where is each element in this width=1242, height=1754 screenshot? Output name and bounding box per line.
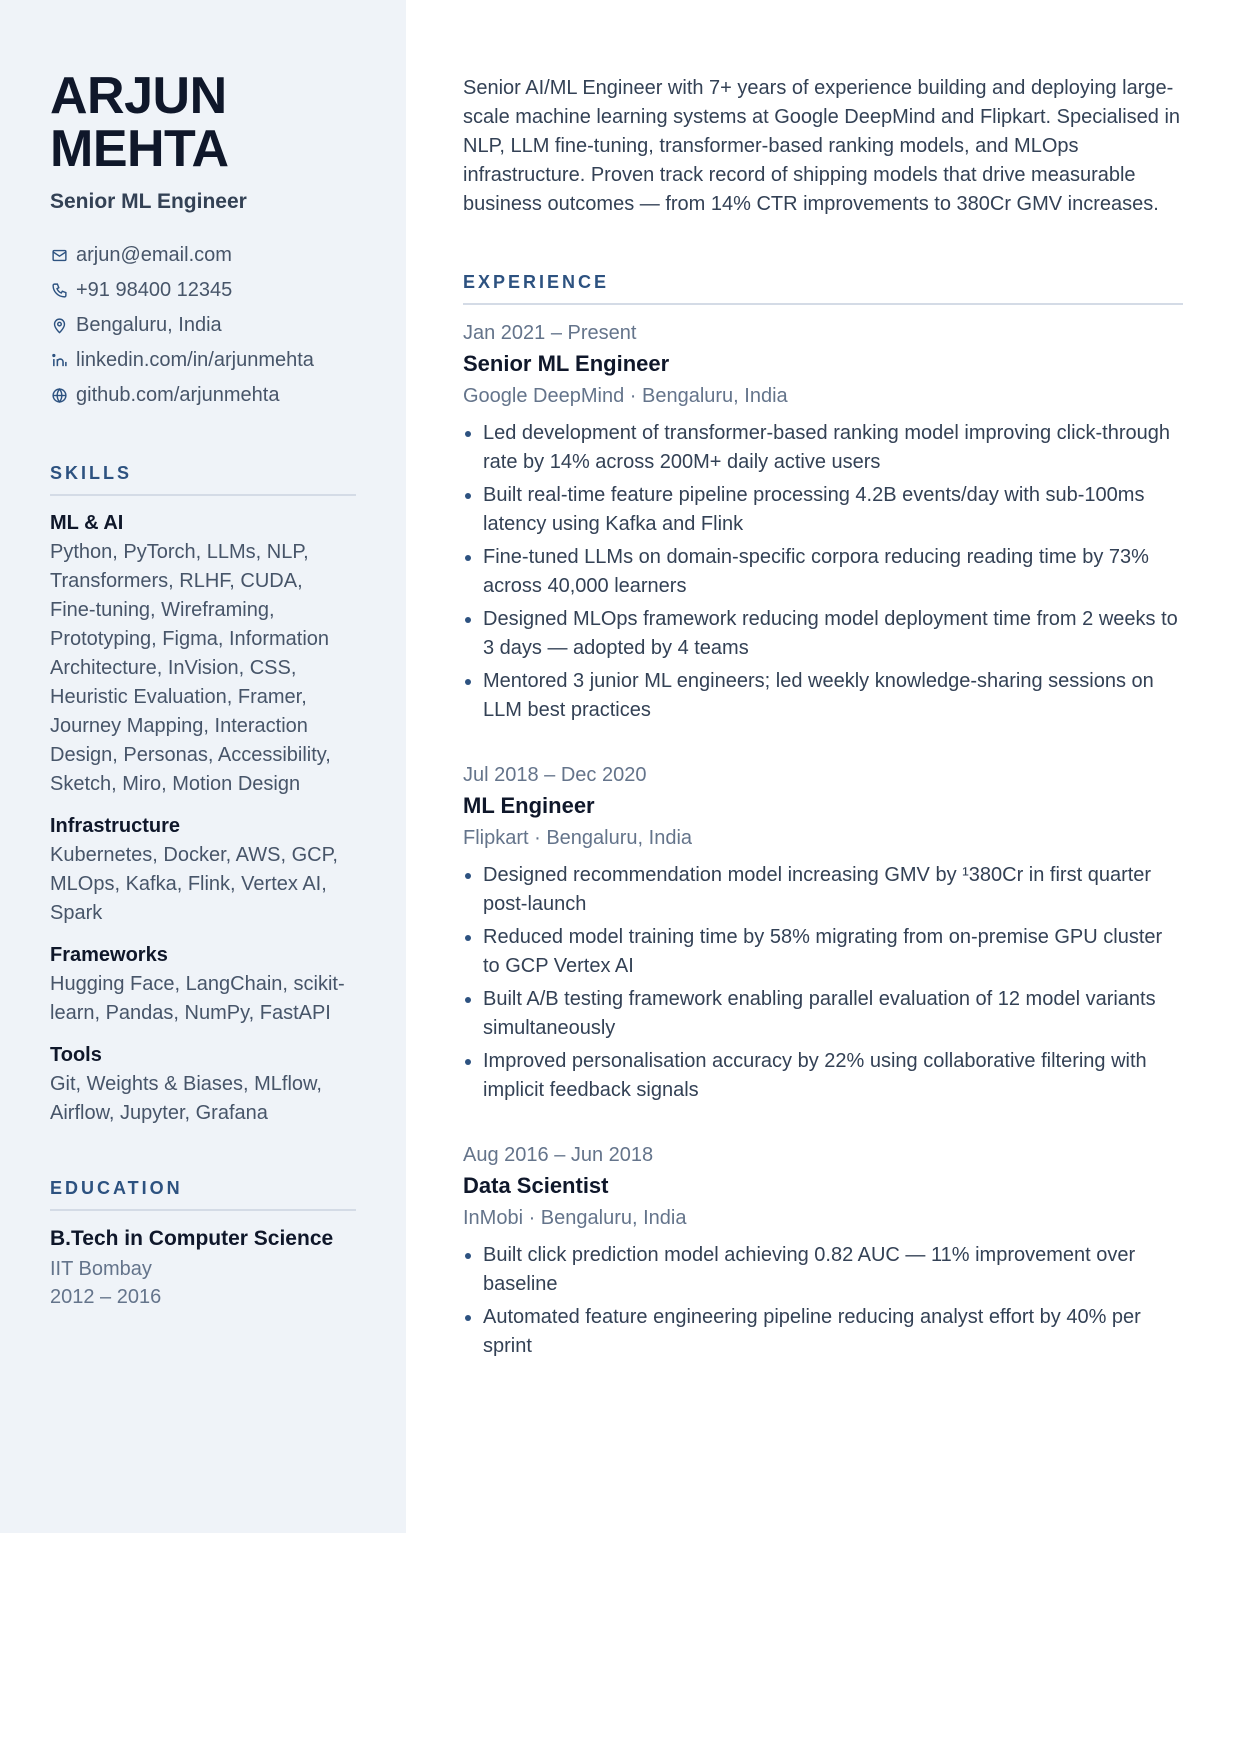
contact-phone-text: +91 98400 12345 [76,279,233,301]
bullet-text: Built A/B testing framework enabling parallel evaluation of 12 model variants simultaneously [483,988,1156,1039]
job-bullet [463,1241,1183,1299]
bullet-text: Fine-tuned LLMs on domain-specific corpora reducing reading time by 73% across 40,000 learners [483,546,1149,597]
job-title: Data Scientist [463,1173,609,1198]
bullet-dot-icon [465,1059,471,1065]
job-company: InMobi · Bengaluru, India [463,1207,687,1229]
job-bullet [463,1047,1183,1105]
bullet-dot-icon [465,617,471,623]
skill-group-list: Git, Weights & Biases, MLflow, Airflow, Jupyter, Grafana [50,1073,322,1124]
bullet-text: Built click prediction model achieving 0.82 AUC — 11% improvement over baseline [483,1244,1136,1295]
job-entry [463,1141,1183,1361]
location-pin-icon [50,317,68,335]
bullet-dot-icon [465,935,471,941]
job-company: Flipkart · Bengaluru, India [463,827,693,849]
job-bullet [463,543,1183,601]
bullet-text: Designed MLOps framework reducing model deployment time from 2 weeks to 3 days — adopted by 4 teams [483,608,1178,659]
job-bullet [463,1303,1183,1361]
contact-location-text: Bengaluru, India [76,314,222,336]
job-bullets [463,1241,1183,1361]
bullet-text: Built real-time feature pipeline processing 4.2B events/day with sub-100ms latency using Kafka and Flink [483,484,1145,535]
bullet-dot-icon [465,997,471,1003]
name-line-2: MEHTA [50,120,229,178]
skill-group-title: Tools [50,1044,102,1066]
education-degree: B.Tech in Computer Science [50,1227,334,1250]
job-bullets [463,861,1183,1105]
job-bullets [463,419,1183,725]
sidebar [0,0,406,1533]
education-years: 2012 – 2016 [50,1286,162,1308]
bullet-dot-icon [465,1253,471,1259]
contact-linkedin-text: linkedin.com/in/arjunmehta [76,349,314,371]
skill-group-title: ML & AI [50,512,124,534]
contact-phone[interactable] [50,273,356,308]
linkedin-icon [50,352,68,370]
skill-group-title: Frameworks [50,944,168,966]
bullet-dot-icon [465,493,471,499]
bullet-text: Improved personalisation accuracy by 22% using collaborative filtering with implicit feedback signals [483,1050,1147,1101]
globe-icon [50,387,68,405]
mail-icon [50,247,68,265]
contact-email[interactable] [50,238,356,273]
contact-email-text: arjun@email.com [76,244,232,266]
skill-group-list: Python, PyTorch, LLMs, NLP, Transformers, RLHF, CUDA, Fine-tuning, Wireframing, Prototyping, Figma, Information Architecture, InVision, CSS, Heuristic Evaluation, Framer, Journey Mapping, Interaction Design, Personas, Accessibility, Sketch, Miro, Motion Design [50,541,331,795]
skill-group-infrastructure [50,813,356,928]
skill-group-ml-ai [50,510,356,799]
contact-linkedin[interactable] [50,343,356,378]
job-entry [463,319,1183,725]
bullet-dot-icon [465,679,471,685]
job-title: Senior ML Engineer [463,351,670,376]
job-bullet [463,667,1183,725]
job-company: Google DeepMind · Bengaluru, India [463,385,788,407]
candidate-role: Senior ML Engineer [50,190,247,213]
contact-list [50,238,356,413]
bullet-dot-icon [465,431,471,437]
skill-group-tools [50,1042,356,1128]
education-heading: EDUCATION [50,1178,356,1211]
contact-github[interactable] [50,378,356,413]
job-entry [463,761,1183,1105]
job-dates: Jul 2018 – Dec 2020 [463,764,647,786]
contact-github-text: github.com/arjunmehta [76,384,280,406]
contact-location [50,308,356,343]
skill-group-list: Hugging Face, LangChain, scikit-learn, Pandas, NumPy, FastAPI [50,973,345,1024]
skills-heading: SKILLS [50,463,356,496]
bullet-dot-icon [465,555,471,561]
main-content [463,74,1183,1365]
profile-summary: Senior AI/ML Engineer with 7+ years of experience building and deploying large-scale machine learning systems at Google DeepMind and Flipkart. Specialised in NLP, LLM fine-tuning, transformer-based ranking models, and MLOps infrastructure. Proven track record of shipping models that drive measurable business outcomes — from 14% CTR improvements to 380Cr GMV increases. [463,77,1181,215]
candidate-name [50,67,350,178]
bullet-text: Designed recommendation model increasing GMV by ¹380Cr in first quarter post-launch [483,864,1152,915]
name-line-1: ARJUN [50,67,227,125]
bullet-text: Mentored 3 junior ML engineers; led weekly knowledge-sharing sessions on LLM best practices [483,670,1154,721]
job-bullet [463,419,1183,477]
phone-icon [50,282,68,300]
job-bullet [463,481,1183,539]
skill-group-title: Infrastructure [50,815,181,837]
bullet-text: Led development of transformer-based ranking model improving click-through rate by 14% across 200M+ daily active users [483,422,1171,473]
bullet-dot-icon [465,873,471,879]
job-dates: Jan 2021 – Present [463,322,637,344]
skill-group-list: Kubernetes, Docker, AWS, GCP, MLOps, Kafka, Flink, Vertex AI, Spark [50,844,338,924]
job-bullet [463,861,1183,919]
job-bullet [463,985,1183,1043]
experience-heading: EXPERIENCE [463,272,1183,305]
skill-group-frameworks [50,942,356,1028]
bullet-text: Automated feature engineering pipeline reducing analyst effort by 40% per sprint [483,1306,1141,1357]
job-bullet [463,923,1183,981]
job-bullet [463,605,1183,663]
bullet-text: Reduced model training time by 58% migrating from on-premise GPU cluster to GCP Vertex AI [483,926,1163,977]
bullet-dot-icon [465,1315,471,1321]
job-title: ML Engineer [463,793,595,818]
job-dates: Aug 2016 – Jun 2018 [463,1144,654,1166]
education-school: IIT Bombay [50,1258,152,1280]
